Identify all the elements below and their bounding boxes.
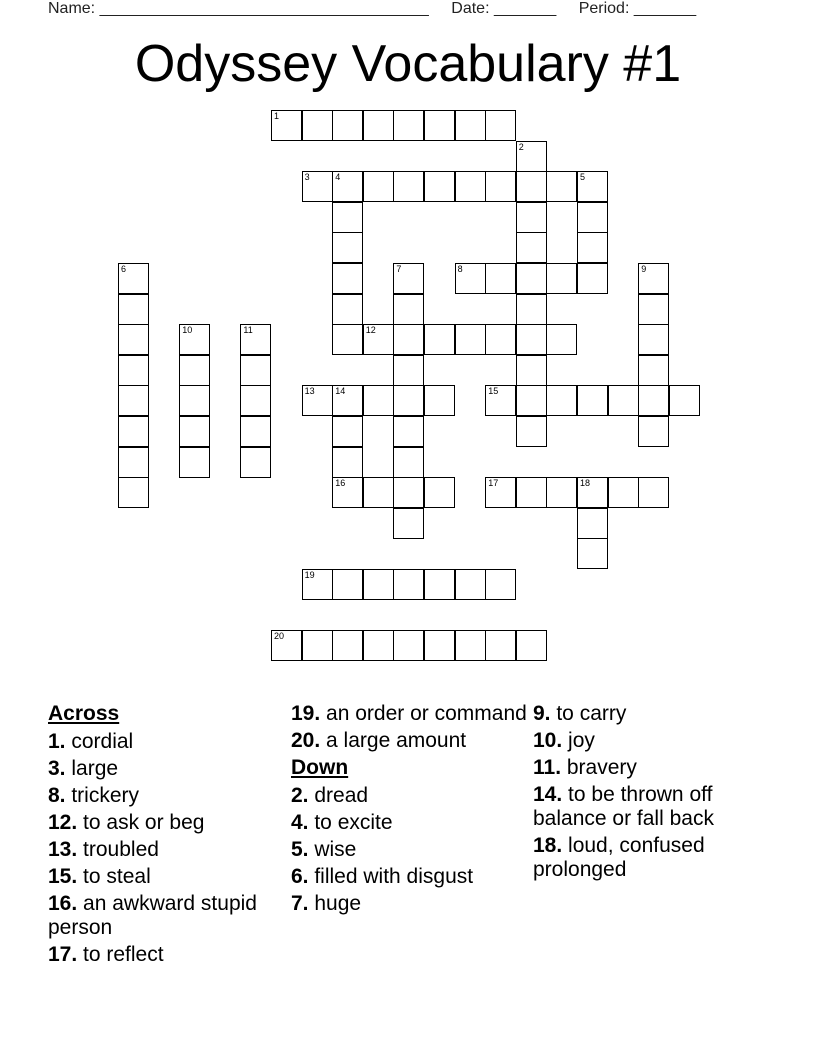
- clue-number: 17.: [48, 943, 78, 966]
- cell-number: 5: [580, 172, 586, 183]
- crossword-cell[interactable]: [577, 538, 608, 569]
- crossword-cell[interactable]: [179, 447, 210, 478]
- crossword-cell[interactable]: [393, 355, 424, 386]
- crossword-cell[interactable]: [577, 508, 608, 539]
- crossword-cell[interactable]: [485, 385, 516, 416]
- crossword-cell[interactable]: [393, 263, 424, 294]
- crossword-cell[interactable]: [302, 171, 333, 202]
- clue-number: 6.: [291, 865, 309, 888]
- crossword-cell[interactable]: [424, 110, 455, 141]
- cell-number: 17: [488, 478, 499, 489]
- crossword-cell[interactable]: [332, 477, 363, 508]
- across-clue: [48, 892, 284, 940]
- crossword-cell[interactable]: [608, 477, 639, 508]
- crossword-cell[interactable]: [118, 294, 149, 325]
- crossword-cell[interactable]: [332, 416, 363, 447]
- clue-number: 3.: [48, 757, 66, 780]
- down-heading: Down: [291, 756, 349, 779]
- crossword-cell[interactable]: [118, 355, 149, 386]
- crossword-cell[interactable]: [332, 110, 363, 141]
- crossword-cell[interactable]: [118, 324, 149, 355]
- crossword-cell[interactable]: [118, 477, 149, 508]
- clue-number: 13.: [48, 838, 78, 861]
- clue-text: to ask or beg: [77, 811, 205, 834]
- crossword-cell[interactable]: [577, 171, 608, 202]
- clue-text: loud, confused prolonged: [533, 834, 705, 881]
- across-clue: [48, 865, 284, 889]
- clue-number: 4.: [291, 811, 309, 834]
- crossword-cell[interactable]: [546, 263, 577, 294]
- clue-number: 20.: [291, 729, 321, 752]
- puzzle-title: Odyssey Vocabulary #1: [134, 35, 682, 93]
- crossword-cell[interactable]: [393, 630, 424, 661]
- clue-text: joy: [562, 729, 595, 752]
- crossword-cell[interactable]: [332, 294, 363, 325]
- crossword-cell[interactable]: [424, 569, 455, 600]
- crossword-cell[interactable]: [638, 355, 669, 386]
- crossword-cell[interactable]: [546, 171, 577, 202]
- across-clue: [48, 838, 284, 862]
- clue-number: 18.: [533, 834, 563, 857]
- cell-number: 11: [243, 325, 253, 336]
- crossword-cell[interactable]: [332, 202, 363, 233]
- clue-text: cordial: [65, 730, 134, 753]
- clue-text: to reflect: [77, 943, 164, 966]
- crossword-cell[interactable]: [516, 355, 547, 386]
- crossword-cell[interactable]: [424, 385, 455, 416]
- crossword-cell[interactable]: [485, 171, 516, 202]
- crossword-cell[interactable]: [424, 630, 455, 661]
- crossword-cell[interactable]: [516, 171, 547, 202]
- clue-number: 7.: [291, 892, 309, 915]
- crossword-cell[interactable]: [332, 263, 363, 294]
- crossword-cell[interactable]: [179, 355, 210, 386]
- clues-column-3: [533, 702, 769, 885]
- cell-number: 18: [580, 478, 591, 489]
- crossword-cell[interactable]: [485, 477, 516, 508]
- crossword-cell[interactable]: [516, 477, 547, 508]
- crossword-cell[interactable]: [332, 324, 363, 355]
- crossword-cell[interactable]: [363, 630, 394, 661]
- crossword-cell[interactable]: [516, 263, 547, 294]
- crossword-cell[interactable]: [516, 202, 547, 233]
- crossword-cell[interactable]: [393, 447, 424, 478]
- crossword-cell[interactable]: [332, 630, 363, 661]
- clue-text: troubled: [77, 838, 159, 861]
- crossword-cell[interactable]: [516, 232, 547, 263]
- clue-text: bravery: [561, 756, 637, 779]
- crossword-cell[interactable]: [577, 232, 608, 263]
- crossword-cell[interactable]: [302, 569, 333, 600]
- cell-number: 19: [304, 570, 315, 580]
- clue-number: 12.: [48, 811, 78, 834]
- cell-number: 10: [182, 325, 193, 336]
- down-clue: [291, 838, 527, 862]
- crossword-cell[interactable]: [455, 110, 486, 141]
- cell-number: 13: [304, 386, 315, 397]
- cell-number: 16: [335, 478, 346, 489]
- name-field-label[interactable]: Name: _____________________________________: [48, 0, 429, 17]
- down-clue: [533, 729, 769, 753]
- across-clue: [291, 729, 527, 753]
- crossword-cell[interactable]: [638, 263, 669, 294]
- crossword-cell[interactable]: [577, 263, 608, 294]
- crossword-cell[interactable]: [393, 110, 424, 141]
- crossword-cell[interactable]: [363, 477, 394, 508]
- crossword-cell[interactable]: [393, 294, 424, 325]
- crossword-cell[interactable]: [455, 630, 486, 661]
- crossword-cell[interactable]: [393, 171, 424, 202]
- across-clue: [48, 757, 284, 781]
- crossword-cell[interactable]: [424, 477, 455, 508]
- crossword-cell[interactable]: [332, 171, 363, 202]
- crossword-cell[interactable]: [516, 141, 547, 172]
- crossword-cell[interactable]: [455, 171, 486, 202]
- clue-number: 5.: [291, 838, 309, 861]
- clue-text: to excite: [308, 811, 393, 834]
- crossword-cell[interactable]: [363, 171, 394, 202]
- crossword-cell[interactable]: [179, 324, 210, 355]
- crossword-cell[interactable]: [271, 110, 302, 141]
- crossword-cell[interactable]: [577, 385, 608, 416]
- crossword-cell[interactable]: [302, 630, 333, 661]
- clue-number: 2.: [291, 784, 309, 807]
- crossword-cell[interactable]: [546, 477, 577, 508]
- clue-number: 1.: [48, 730, 66, 753]
- cell-number: 3: [304, 172, 310, 183]
- crossword-cell[interactable]: [485, 569, 516, 600]
- crossword-cell[interactable]: [332, 569, 363, 600]
- crossword-cell[interactable]: [118, 263, 149, 294]
- crossword-cell[interactable]: [302, 385, 333, 416]
- crossword-cell[interactable]: [516, 630, 547, 661]
- crossword-cell[interactable]: [424, 324, 455, 355]
- crossword-cell[interactable]: [363, 569, 394, 600]
- across-clue: [48, 811, 284, 835]
- clue-text: huge: [308, 892, 362, 915]
- down-clue: [291, 811, 527, 835]
- down-clue: [291, 865, 527, 889]
- clues-column-1: [48, 702, 284, 970]
- crossword-cell[interactable]: [516, 294, 547, 325]
- clue-text: an order or command: [320, 702, 527, 725]
- clue-number: 8.: [48, 784, 66, 807]
- clue-text: filled with disgust: [308, 865, 474, 888]
- clue-text: trickery: [65, 784, 140, 807]
- crossword-cell[interactable]: [240, 447, 271, 478]
- crossword-cell[interactable]: [363, 324, 394, 355]
- crossword-cell[interactable]: [393, 416, 424, 447]
- clues-column-2: [291, 702, 527, 919]
- down-clue: [533, 783, 769, 831]
- down-clue: [533, 834, 769, 882]
- cell-number: 4: [335, 172, 341, 183]
- across-clue: [48, 784, 284, 808]
- cell-number: 7: [396, 264, 402, 274]
- crossword-cell[interactable]: [240, 416, 271, 447]
- cell-number: 1: [274, 111, 280, 121]
- crossword-cell[interactable]: [546, 385, 577, 416]
- crossword-cell[interactable]: [302, 110, 333, 141]
- cell-number: 12: [365, 325, 376, 336]
- period-field-label[interactable]: Period: _______: [578, 0, 697, 17]
- clue-text: large: [65, 757, 119, 780]
- crossword-cell[interactable]: [332, 385, 363, 416]
- crossword-cell[interactable]: [118, 416, 149, 447]
- down-clue: [291, 784, 527, 808]
- crossword-cell[interactable]: [608, 385, 639, 416]
- clue-text: to carry: [550, 702, 627, 725]
- crossword-cell[interactable]: [363, 110, 394, 141]
- down-clue: [291, 892, 527, 916]
- crossword-cell[interactable]: [638, 416, 669, 447]
- crossword-cell[interactable]: [455, 569, 486, 600]
- cell-number: 2: [518, 141, 524, 152]
- crossword-cell[interactable]: [240, 355, 271, 386]
- crossword-cell[interactable]: [332, 447, 363, 478]
- crossword-cell[interactable]: [638, 324, 669, 355]
- clue-text: an awkward stupid person: [48, 892, 257, 939]
- crossword-cell[interactable]: [485, 630, 516, 661]
- crossword-cell[interactable]: [485, 110, 516, 141]
- crossword-cell[interactable]: [485, 324, 516, 355]
- across-heading: Across: [48, 702, 120, 725]
- crossword-cell[interactable]: [638, 477, 669, 508]
- across-clue: [48, 943, 284, 967]
- crossword-cell[interactable]: [455, 263, 486, 294]
- crossword-cell[interactable]: [485, 263, 516, 294]
- crossword-cell[interactable]: [393, 324, 424, 355]
- cell-number: 8: [457, 264, 463, 274]
- crossword-cell[interactable]: [424, 171, 455, 202]
- crossword-cell[interactable]: [516, 385, 547, 416]
- crossword-cell[interactable]: [669, 385, 700, 416]
- crossword-cell[interactable]: [271, 630, 302, 661]
- crossword-cell[interactable]: [240, 385, 271, 416]
- clue-number: 16.: [48, 892, 78, 915]
- crossword-cell[interactable]: [638, 294, 669, 325]
- crossword-cell[interactable]: [455, 324, 486, 355]
- across-clue: [48, 730, 284, 754]
- crossword-cell[interactable]: [240, 324, 271, 355]
- crossword-cell[interactable]: [118, 385, 149, 416]
- down-clue: [533, 756, 769, 780]
- crossword-cell[interactable]: [393, 569, 424, 600]
- crossword-cell[interactable]: [577, 202, 608, 233]
- crossword-cell[interactable]: [393, 385, 424, 416]
- clue-number: 19.: [291, 702, 321, 725]
- crossword-cell[interactable]: [179, 385, 210, 416]
- cell-number: 20: [274, 631, 285, 642]
- crossword-cell[interactable]: [393, 477, 424, 508]
- clue-number: 11.: [533, 756, 562, 779]
- clue-text: wise: [308, 838, 357, 861]
- crossword-cell[interactable]: [393, 508, 424, 539]
- clue-number: 14.: [533, 783, 563, 806]
- date-field-label[interactable]: Date: _______: [451, 0, 557, 17]
- crossword-cell[interactable]: [363, 385, 394, 416]
- crossword-cell[interactable]: [546, 324, 577, 355]
- clue-number: 9.: [533, 702, 551, 725]
- crossword-cell[interactable]: [118, 447, 149, 478]
- clue-text: dread: [308, 784, 369, 807]
- across-clue: [291, 702, 527, 726]
- crossword-cell[interactable]: [179, 416, 210, 447]
- cell-number: 14: [335, 386, 346, 397]
- clue-number: 15.: [48, 865, 78, 888]
- clue-text: to steal: [77, 865, 151, 888]
- cell-number: 15: [488, 386, 499, 397]
- crossword-cell[interactable]: [638, 385, 669, 416]
- clue-text: a large amount: [320, 729, 467, 752]
- down-clue: [533, 702, 769, 726]
- cell-number: 6: [121, 264, 127, 274]
- crossword-cell[interactable]: [577, 477, 608, 508]
- clue-text: to be thrown off balance or fall back: [533, 783, 714, 830]
- crossword-cell[interactable]: [516, 324, 547, 355]
- crossword-cell[interactable]: [332, 232, 363, 263]
- crossword-cell[interactable]: [516, 416, 547, 447]
- clue-number: 10.: [533, 729, 563, 752]
- cell-number: 9: [641, 264, 647, 274]
